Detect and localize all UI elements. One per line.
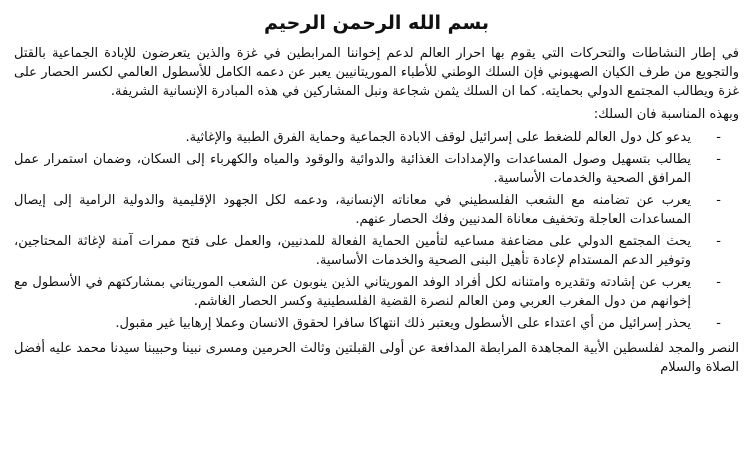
list-item (14, 232, 739, 270)
list-item-text: يحذر إسرائيل من أي اعتداء على الأسطول ويعتبر ذلك انتهاكا سافرا لحقوق الانسان وعملا إرهابيا غير مقبول. (115, 316, 691, 331)
list-item-text: يعرب عن إشادته وتقديره وامتنانه لكل أفراد الوفد الموريتاني الذين ينوبون عن الشعب الموريتاني بمشاركتهم في الأسطول مع إخوانهم من دول المغرب العربي ومن العالم لنصرة القضية الفلسطينية وكسر الحصار الغاشم. (14, 275, 691, 309)
list-item (14, 314, 739, 333)
document-title: بسم الله الرحمن الرحيم (264, 12, 489, 34)
list-item-text: يعرب عن تضامنه مع الشعب الفلسطيني في معاناته الإنسانية، ودعمه لكل الجهود الإقليمية والدولية الرامية إلى إيصال المساعدات العاجلة وتخفيف معاناة المدنيين وفك الحصار عنهم. (14, 193, 691, 227)
list-item (14, 191, 739, 229)
demands-list (14, 128, 739, 333)
list-item-text: يدعو كل دول العالم للضغط على إسرائيل لوقف الابادة الجماعية وحماية الفرق الطبية والإغاثية. (185, 130, 691, 145)
bullet-dash: - (716, 234, 721, 249)
bullet-dash: - (716, 275, 721, 290)
closing-paragraph: النصر والمجد لفلسطين الأبية المجاهدة المرابطة المدافعة عن أولى القبلتين وثالث الحرمين ومسرى نبينا وحبيبنا سيدنا محمد عليه أفضل الصلاة والسلام (14, 341, 739, 375)
bullet-dash: - (716, 193, 721, 208)
list-item-text: يطالب بتسهيل وصول المساعدات والإمدادات الغذائية والدوائية والوقود والمياه والكهرباء إلى السكان، وضمان استمرار عمل المرافق الصحية والخدمات الأساسية. (14, 152, 691, 186)
bullet-dash: - (716, 316, 721, 331)
list-item (14, 273, 739, 311)
list-item (14, 150, 739, 188)
intro-paragraph: في إطار النشاطات والتحركات التي يقوم بها احرار العالم لدعم إخواننا المرابطين في غزة والذين يتعرضون للإبادة الجماعية بالقتل والتجويع من طرف الكيان الصهيوني فإن السلك الوطني للأطباء الموريتانيين يعبر عن دعمه الكامل للأسطول العالمي لكسر الحصار على غزة ويطالب المجتمع الدولي بحمايته. كما ان السلك يثمن شجاعة ونبل المشاركين في هذه المبادرة الإنسانية الشريفة. (14, 46, 739, 99)
list-item (14, 128, 739, 147)
bullet-dash: - (716, 152, 721, 167)
list-item-text: يحث المجتمع الدولي على مضاعفة مساعيه لتأمين الحماية الفعالة للمدنيين، والعمل على فتح ممرات آمنة لإغاثة المحتاجين، وتوفير الدعم المستدام لإعادة تأهيل البنى الصحية والخدمات الأساسية. (14, 234, 691, 268)
bullet-dash: - (716, 130, 721, 145)
occasion-line: وبهذه المناسبة فان السلك: (593, 107, 739, 122)
